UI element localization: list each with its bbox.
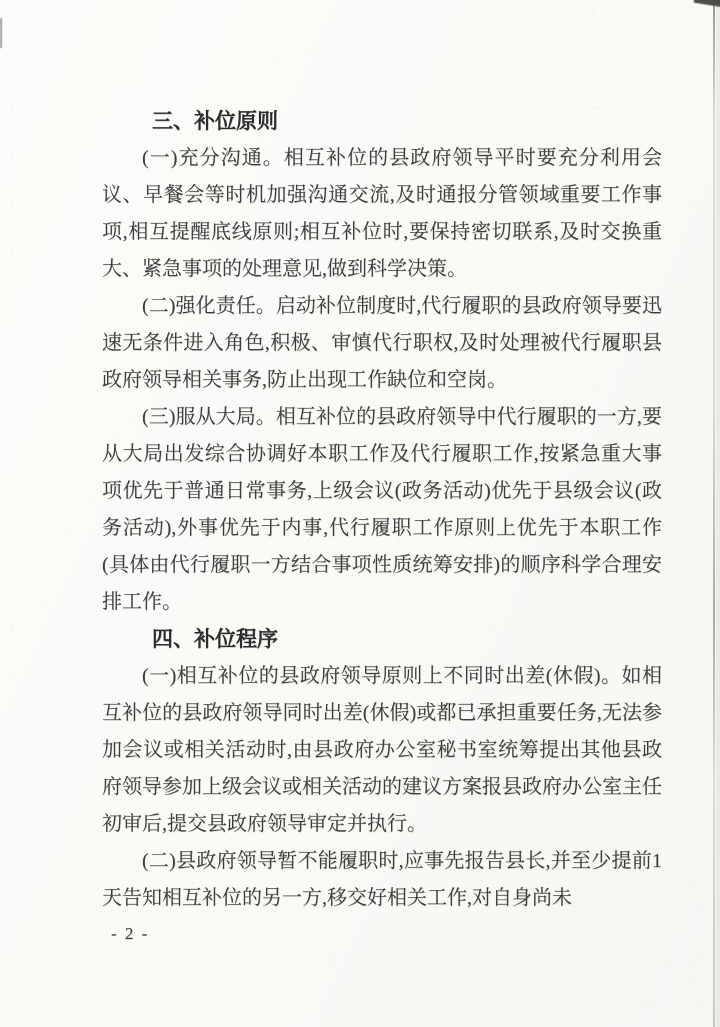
body-paragraph: (二)强化责任。启动补位制度时,代行履职的县政府领导要迅速无条件进入角色,积极、审慎代行职权,及时处理被代行履职县政府领导相关事务,防止出现工作缺位和空岗。: [102, 295, 662, 391]
scan-right-strip: [716, 0, 720, 1027]
section-heading: 三、补位原则: [151, 110, 278, 133]
body-paragraph: (一)充分沟通。相互补位的县政府领导平时要充分利用会议、早餐会等时机加强沟通交流,及时通报分管领域重要工作事项,相互提醒底线原则;相互补位时,要保持密切联系,及时交换重大、紧急事项的处理意见,做到科学决策。: [102, 147, 662, 280]
scan-corner-artifact: [694, 0, 720, 7]
page-number: - 2 -: [111, 924, 150, 943]
body-paragraph: (二)县政府领导暂不能履职时,应事先报告县长,并至少提前1天告知相互补位的另一方,移交好相关工作,对自身尚未: [102, 850, 662, 909]
scan-left-edge-artifact: [0, 18, 2, 48]
scan-edge-line: [713, 0, 715, 1027]
body-paragraph: (一)相互补位的县政府领导原则上不同时出差(休假)。如相互补位的县政府领导同时出差(休假)或都已承担重要任务,无法参加会议或相关活动时,由县政府办公室秘书室统筹提出其他县政府领导参加上级会议或相关活动的建议方案报县政府办公室主任初审后,提交县政府领导审定并执行。: [102, 665, 662, 835]
section-heading: 四、补位程序: [151, 628, 278, 651]
document-content: [102, 103, 662, 917]
body-paragraph: (三)服从大局。相互补位的县政府领导中代行履职的一方,要从大局出发综合协调好本职工作及代行履职工作,按紧急重大事项优先于普通日常事务,上级会议(政务活动)优先于县级会议(政务活动),外事优先于内事,代行履职工作原则上优先于本职工作(具体由代行履职一方结合事项性质统筹安排)的顺序科学合理安排工作。: [102, 406, 662, 613]
